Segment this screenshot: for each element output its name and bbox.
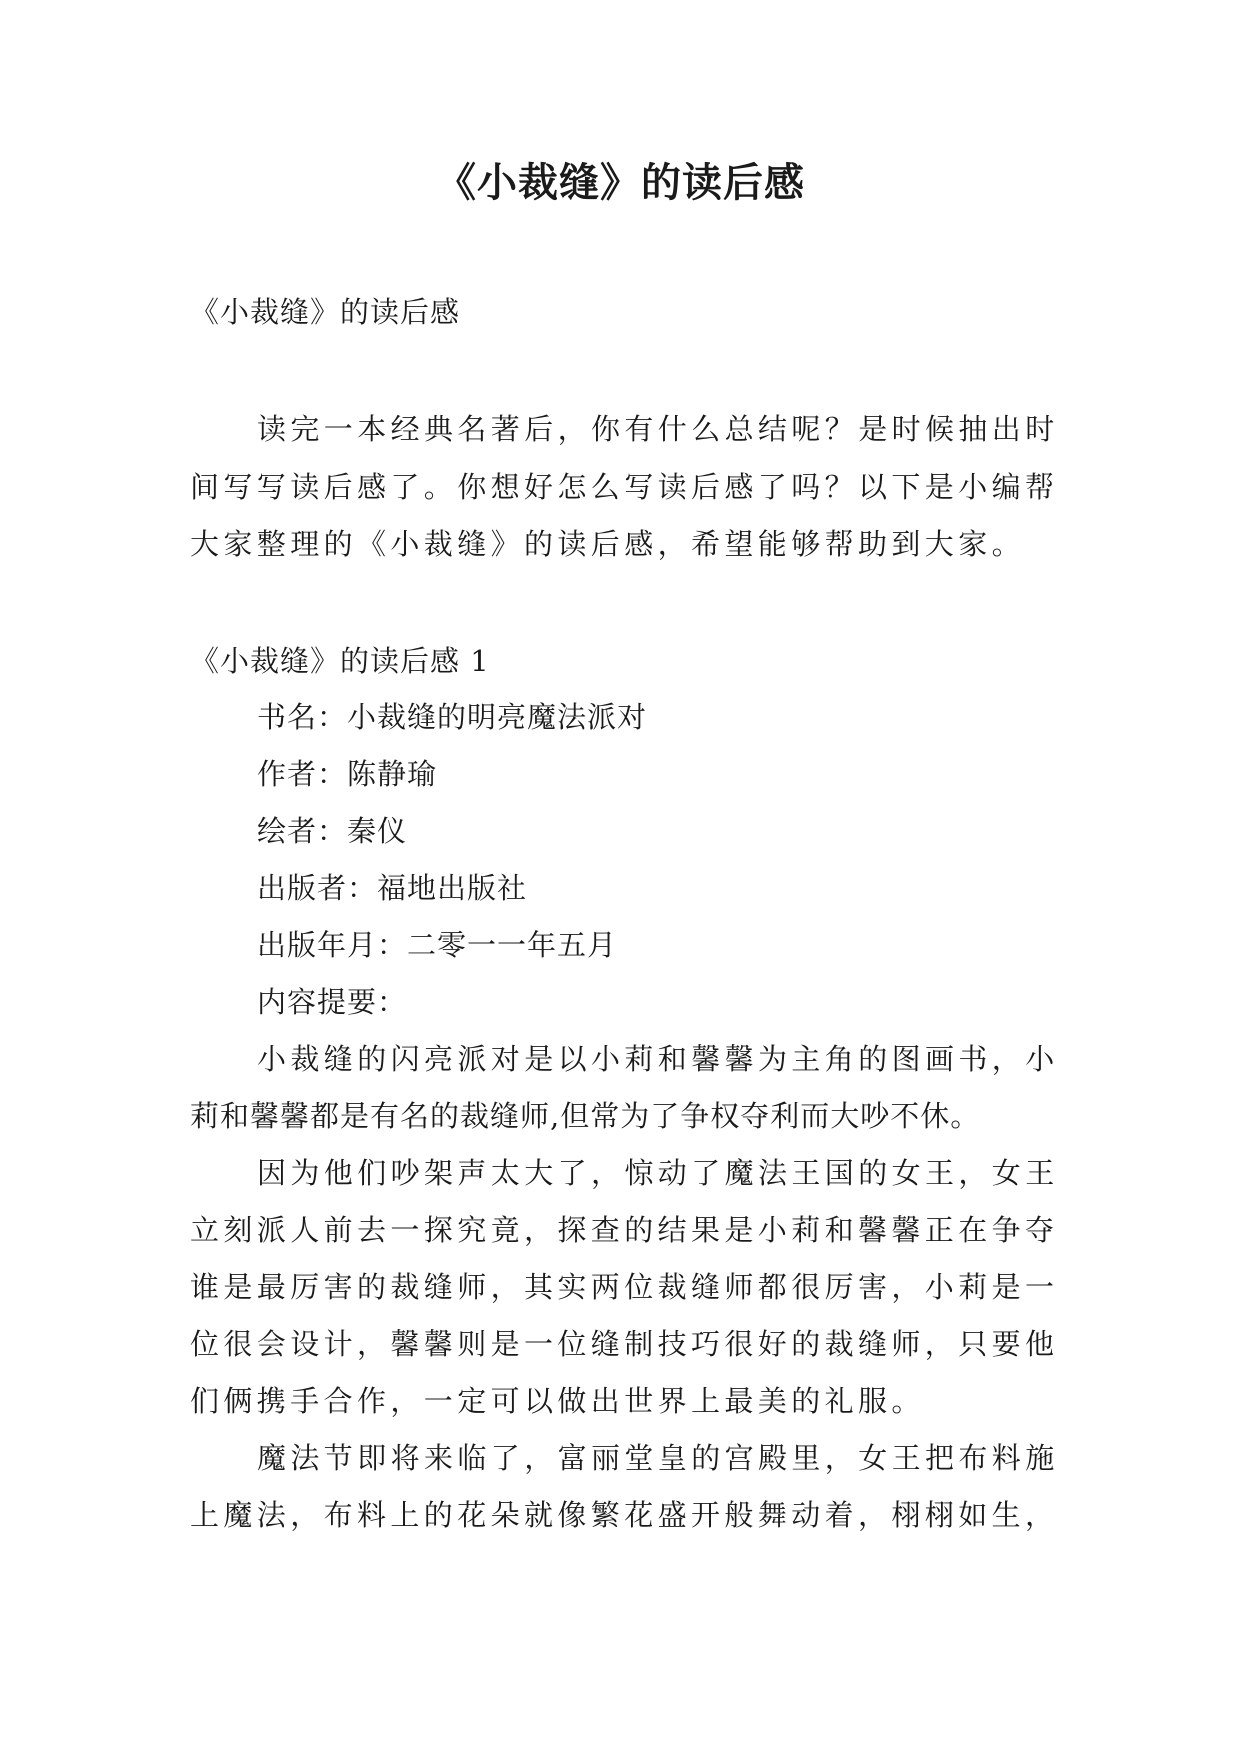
book-publisher-info: 出版者：福地出版社 bbox=[257, 871, 528, 905]
book-publish-date-info: 出版年月：二零一一年五月 bbox=[257, 928, 618, 962]
section-heading: 《小裁缝》的读后感 1 bbox=[190, 644, 490, 678]
paragraph-line: 魔法节即将来临了，富丽堂皇的宫殿里，女王把布料施 bbox=[257, 1441, 1059, 1475]
paragraph-line: 们俩携手合作，一定可以做出世界上最美的礼服。 bbox=[190, 1384, 925, 1418]
page-title: 《小裁缝》的读后感 bbox=[436, 160, 805, 206]
paragraph-line: 谁是最厉害的裁缝师，其实两位裁缝师都很厉害，小莉是一 bbox=[190, 1270, 1059, 1304]
paragraph-line: 立刻派人前去一探究竟，探查的结果是小莉和馨馨正在争夺 bbox=[190, 1213, 1059, 1247]
book-illustrator-info: 绘者：秦仪 bbox=[257, 814, 408, 848]
paragraph-line: 因为他们吵架声太大了，惊动了魔法王国的女王，女王 bbox=[257, 1156, 1059, 1190]
paragraph-line: 莉和馨馨都是有名的裁缝师,但常为了争权夺利而大吵不休。 bbox=[190, 1099, 981, 1133]
intro-line: 读完一本经典名著后，你有什么总结呢？是时候抽出时 bbox=[257, 412, 1059, 446]
book-author-info: 作者：陈静瑜 bbox=[257, 757, 438, 791]
book-title-info: 书名：小裁缝的明亮魔法派对 bbox=[257, 700, 648, 734]
intro-line: 大家整理的《小裁缝》的读后感，希望能够帮助到大家。 bbox=[190, 527, 1026, 561]
book-summary-label: 内容提要： bbox=[257, 985, 408, 1019]
paragraph-line: 上魔法，布料上的花朵就像繁花盛开般舞动着，栩栩如生， bbox=[190, 1498, 1059, 1532]
intro-line: 间写写读后感了。你想好怎么写读后感了吗？以下是小编帮 bbox=[190, 470, 1059, 504]
paragraph-line: 小裁缝的闪亮派对是以小莉和馨馨为主角的图画书，小 bbox=[257, 1042, 1059, 1076]
document-subtitle: 《小裁缝》的读后感 bbox=[190, 295, 461, 329]
paragraph-line: 位很会设计，馨馨则是一位缝制技巧很好的裁缝师，只要他 bbox=[190, 1327, 1059, 1361]
